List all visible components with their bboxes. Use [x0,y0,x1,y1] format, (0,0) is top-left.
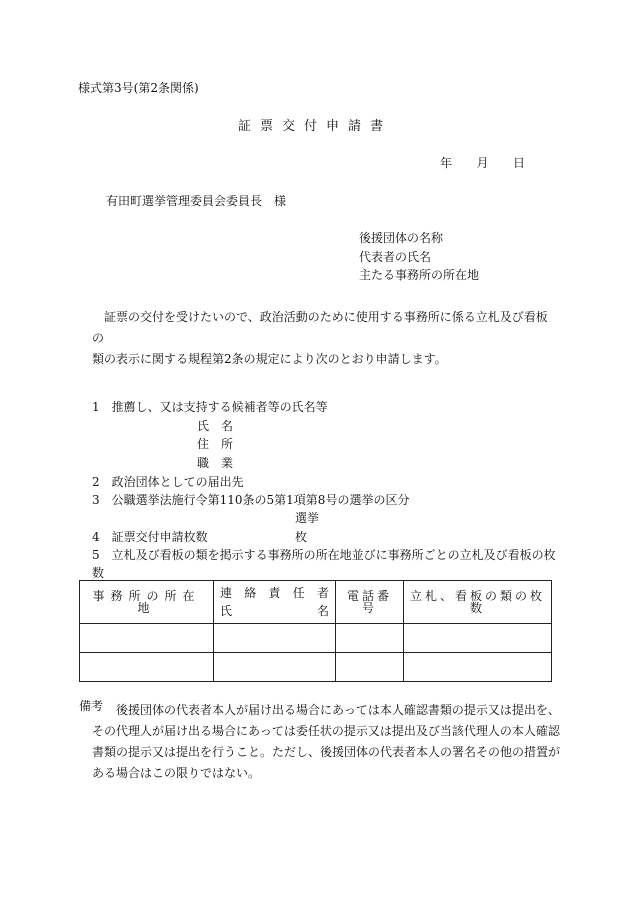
form-number: 様式第3号(第2条関係) [78,81,199,95]
item-1-name: 氏名 [197,419,246,433]
notes-line-2: その代理人が届け出る場合にあっては委任状の提示又は提出及び当該代理人の本人確認 [92,724,560,738]
item-5-continued: 数 [92,566,105,580]
cell-office-address[interactable] [80,624,214,653]
statement-line-1: 証票の交付を受けたいので、政治活動のために使用する事務所に係る立札及び看板の [92,310,548,345]
document-title: 証票交付申請書 [237,119,392,134]
date-line [440,157,525,169]
office-sign-table [79,580,552,682]
applicant-group-name: 後援団体の名称 [359,231,444,245]
cell-sign-count[interactable] [404,653,552,682]
date-month: 月 [476,156,489,170]
item-3: 3 公職選挙法施行令第110条の5第1項第8号の選挙の区分 [92,493,410,507]
col-office-address: 事務所の所在地 [80,581,214,624]
notes-line-4: ある場合はこの限りではない。 [92,766,261,780]
application-statement [92,307,557,370]
notes-line-1: 後援団体の代表者本人が届け出る場合にあっては本人確認書類の提示又は提出を、 [116,703,560,717]
table-row [80,653,552,682]
col-contact-person [214,581,336,624]
applicant-office-address: 主たる事務所の所在地 [359,268,480,282]
contact-header-bottom: 氏 名 [220,604,329,618]
item-2: 2 政治団体としての届出先 [92,475,244,489]
cell-contact-person[interactable] [214,653,336,682]
notes-label: 備考 [79,699,104,713]
col-sign-count: 立札、看板の類の枚数 [404,581,552,624]
item-1: 1 推薦し、又は支持する候補者等の氏名等 [92,400,328,414]
item-1-occupation: 職業 [197,456,246,470]
recipient: 有田町選挙管理委員会委員長 様 [106,194,287,208]
item-4: 4 証票交付申請枚数 [92,530,208,544]
contact-header-top: 連 絡 責 任 者 [220,586,329,600]
cell-contact-person[interactable] [214,624,336,653]
cell-sign-count[interactable] [404,624,552,653]
notes [92,700,562,784]
notes-line-3: 書類の提示又は提出を行うこと。ただし、後援団体の代表者本人の署名その他の措置が [92,745,561,759]
date-year: 年 [440,156,453,170]
statement-line-2: 類の表示に関する規程第2条の規定により次のとおり申請します。 [92,352,447,366]
table-header-row [80,581,552,624]
item-1-address: 住所 [197,437,246,451]
item-3-election: 選挙 [295,511,320,525]
cell-phone[interactable] [336,653,404,682]
cell-office-address[interactable] [80,653,214,682]
cell-phone[interactable] [336,624,404,653]
table-row [80,624,552,653]
item-4-unit: 枚 [295,530,308,544]
date-day: 日 [512,156,525,170]
item-5: 5 立札及び看板の類を掲示する事務所の所在地並びに事務所ごとの立札及び看板の枚 [92,548,556,562]
col-phone: 電話番号 [336,581,404,624]
applicant-representative: 代表者の氏名 [359,250,432,264]
